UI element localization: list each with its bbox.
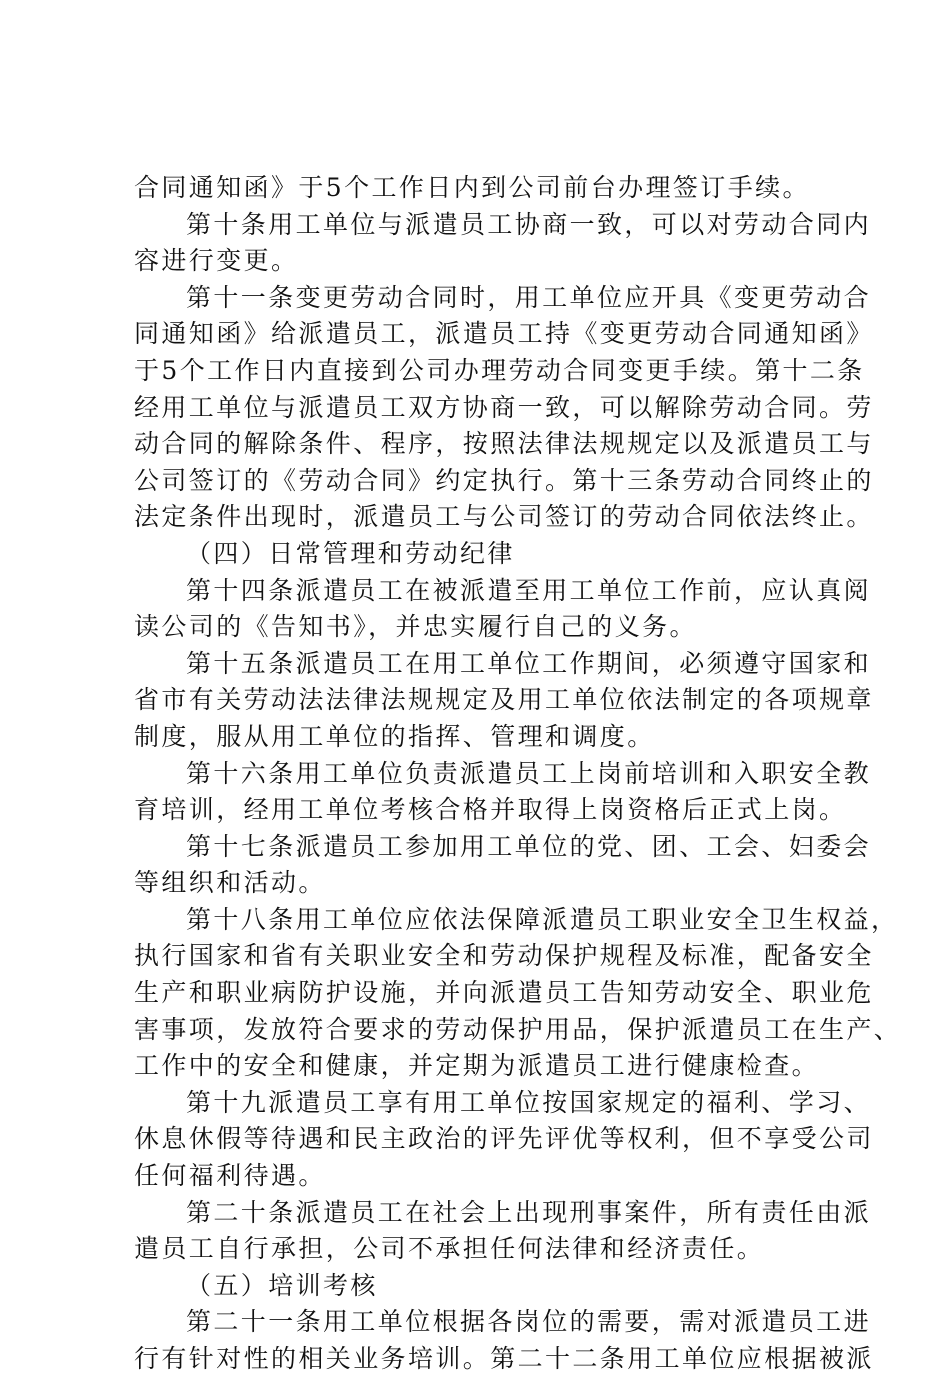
text-line: 第十条用工单位与派遣员工协商一致，可以对劳动合同内	[186, 209, 872, 239]
text-line: 第二十条派遣员工在社会上出现刑事案件，所有责任由派	[186, 1197, 872, 1227]
text-line: 等组织和活动。	[134, 868, 326, 898]
text-line: 第二十一条用工单位根据各岗位的需要，需对派遣员工进	[186, 1307, 872, 1337]
text-line: 遣员工自行承担，公司不承担任何法律和经济责任。	[134, 1234, 765, 1264]
text-line: （五）培训考核	[186, 1270, 378, 1300]
text-line: 第十七条派遣员工参加用工单位的党、团、工会、妇委会	[186, 831, 872, 861]
text-line: 任何福利待遇。	[134, 1161, 326, 1191]
text-line: 害事项，发放符合要求的劳动保护用品，保护派遣员工在生产、	[134, 1014, 902, 1044]
text-line: 休息休假等待遇和民主政治的评先评优等权利，但不享受公司	[134, 1124, 874, 1154]
text-line: 读公司的《告知书》，并忠实履行自己的义务。	[134, 612, 697, 642]
text-line: 合同通知函》于5个工作日内到公司前台办理签订手续。	[134, 173, 810, 202]
text-line: 育培训，经用工单位考核合格并取得上岗资格后正式上岗。	[134, 795, 847, 825]
text-line: 经用工单位与派遣员工双方协商一致，可以解除劳动合同。劳	[134, 392, 874, 422]
text-line: 第十五条派遣员工在用工单位工作期间，必须遵守国家和	[186, 648, 872, 678]
text-line: 制度，服从用工单位的指挥、管理和调度。	[134, 721, 655, 751]
text-line: 容进行变更。	[134, 246, 299, 276]
text-line: 于5个工作日内直接到公司办理劳动合同变更手续。第十二条	[134, 355, 865, 385]
text-line: 法定条件出现时，派遣员工与公司签订的劳动合同依法终止。	[134, 502, 874, 532]
text-line: 生产和职业病防护设施，并向派遣员工告知劳动安全、职业危	[134, 978, 874, 1008]
text-line: 第十九派遣员工享有用工单位按国家规定的福利、学习、	[186, 1087, 872, 1117]
text-line: 工作中的安全和健康，并定期为派遣员工进行健康检查。	[134, 1051, 820, 1081]
document-body	[134, 170, 902, 1378]
text-line: 第十六条用工单位负责派遣员工上岗前培训和入职安全教	[186, 758, 872, 788]
text-line: 同通知函》给派遣员工，派遣员工持《变更劳动合同通知函》	[134, 319, 874, 349]
text-line: 第十八条用工单位应依法保障派遣员工职业安全卫生权益，	[186, 904, 899, 934]
text-line: 第十一条变更劳动合同时，用工单位应开具《变更劳动合	[186, 282, 872, 312]
text-line: 省市有关劳动法法律法规规定及用工单位依法制定的各项规章	[134, 685, 874, 715]
text-line: （四）日常管理和劳动纪律	[186, 538, 515, 568]
text-line: 行有针对性的相关业务培训。第二十二条用工单位应根据被派	[134, 1344, 874, 1373]
text-line: 动合同的解除条件、程序，按照法律法规规定以及派遣员工与	[134, 429, 874, 459]
text-line: 执行国家和省有关职业安全和劳动保护规程及标准，配备安全	[134, 941, 874, 971]
text-line: 公司签订的《劳动合同》约定执行。第十三条劳动合同终止的	[134, 465, 874, 495]
text-line: 第十四条派遣员工在被派遣至用工单位工作前，应认真阅	[186, 575, 872, 605]
